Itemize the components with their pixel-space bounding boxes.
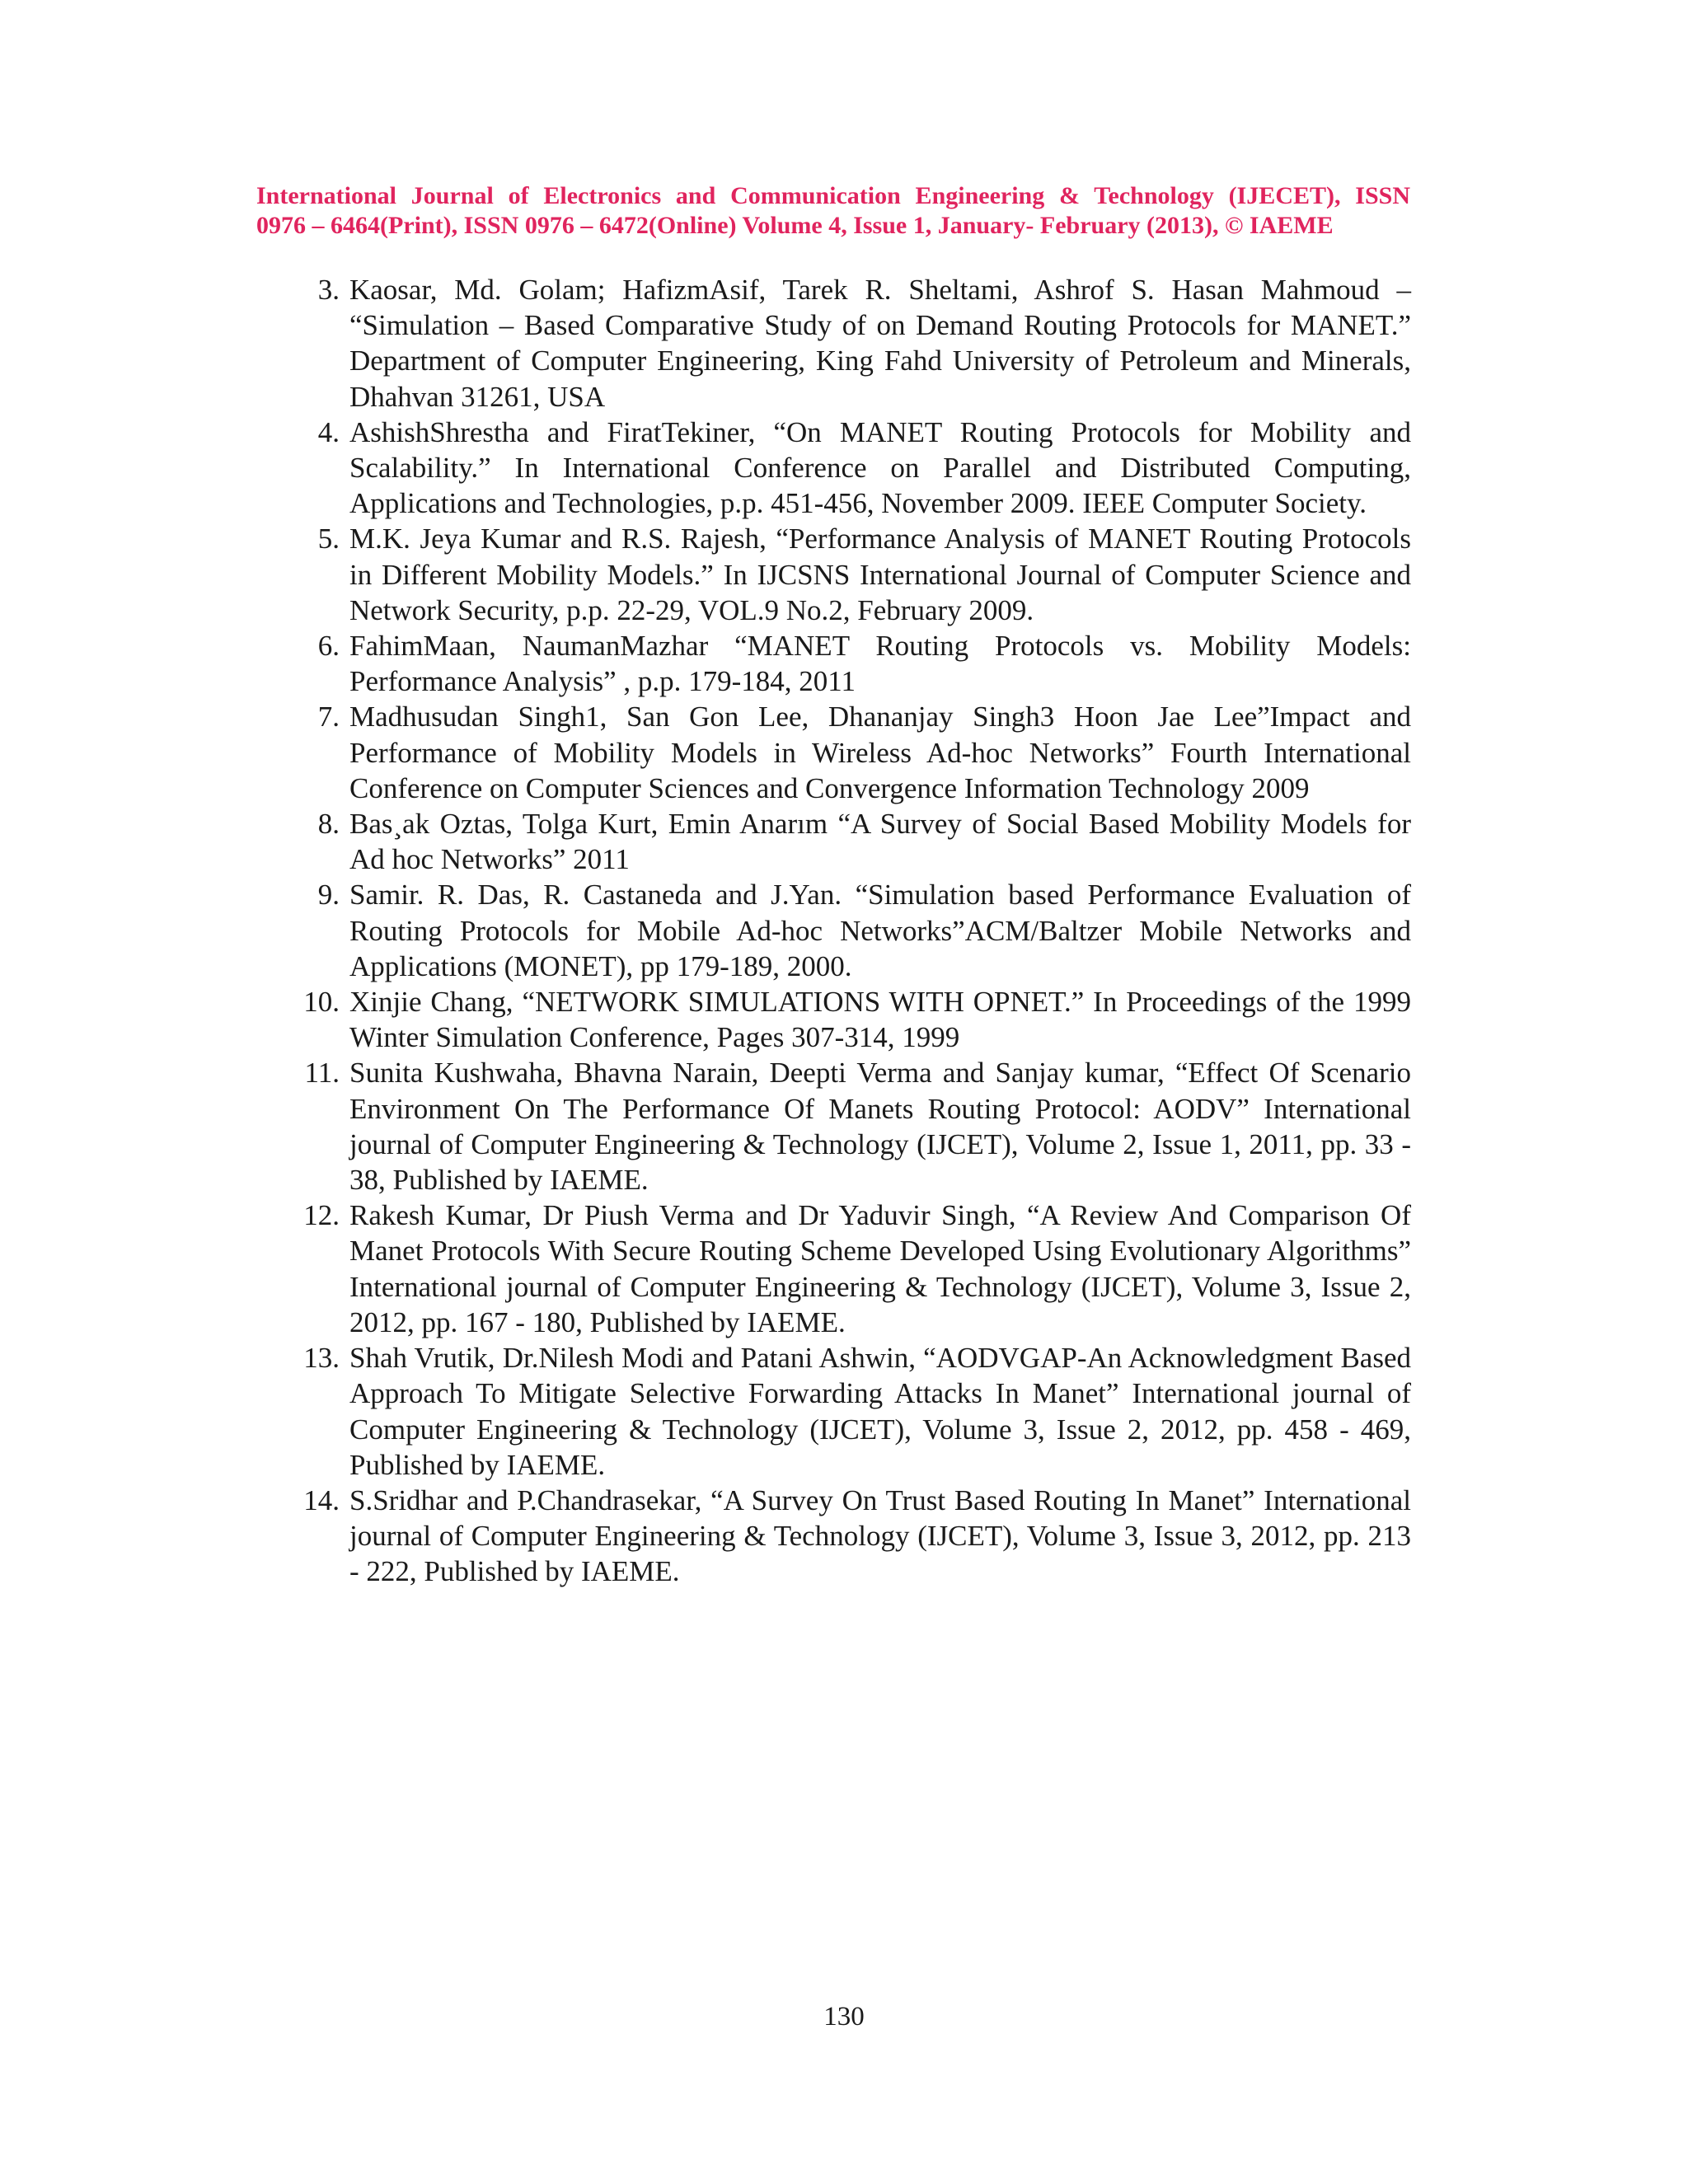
- reference-number: 11.: [304, 1057, 340, 1090]
- reference-item: [298, 1340, 1411, 1483]
- reference-item: [298, 628, 1411, 699]
- reference-item: [298, 272, 1411, 415]
- reference-text: Rakesh Kumar, Dr Piush Verma and Dr Yaduvir Singh, “A Review And Comparison Of Manet Protocols With Secure Routing Scheme Developed Using Evolutionary Algorithms” International journal of Computer Engineering & Technology (IJCET), Volume 3, Issue 2, 2012, pp. 167 - 180, Published by IAEME.: [349, 1199, 1411, 1338]
- reference-item: [298, 1483, 1411, 1590]
- reference-number: 3.: [317, 274, 340, 306]
- reference-item: [298, 984, 1411, 1055]
- reference-item: [298, 1055, 1411, 1197]
- reference-text: Xinjie Chang, “NETWORK SIMULATIONS WITH OPNET.” In Proceedings of the 1999 Winter Simulation Conference, Pages 307-314, 1999: [349, 986, 1411, 1054]
- reference-item: [298, 877, 1411, 984]
- reference-item: [298, 1197, 1411, 1340]
- reference-number: 14.: [303, 1483, 340, 1516]
- reference-text: Sunita Kushwaha, Bhavna Narain, Deepti Verma and Sanjay kumar, “Effect Of Scenario Environment On The Performance Of Manets Routing Protocol: AODV” International journal of Computer Engineering & Technology (IJCET), Volume 2, Issue 1, 2011, pp. 33 - 38, Published by IAEME.: [349, 1057, 1411, 1197]
- journal-header-line-1: International Journal of Electronics and Communication Engineering & Technology (IJECET), ISSN: [256, 182, 1410, 209]
- reference-number: 5.: [317, 523, 340, 555]
- reference-text: FahimMaan, NaumanMazhar “MANET Routing Protocols vs. Mobility Models: Performance Analysis” , p.p. 179-184, 2011: [349, 630, 1411, 698]
- reference-item: [298, 415, 1411, 522]
- reference-number: 7.: [317, 701, 340, 733]
- reference-text: Kaosar, Md. Golam; HafizmAsif, Tarek R. Sheltami, Ashrof S. Hasan Mahmoud – “Simulation – Based Comparative Study of on Demand Routing Protocols for MANET.” Department of Computer Engineering, King Fahd University of Petroleum and Minerals, Dhahvan 31261, USA: [349, 274, 1411, 413]
- reference-number: 13.: [303, 1342, 340, 1375]
- reference-item: [298, 521, 1411, 628]
- journal-header: [256, 181, 1410, 241]
- reference-number: 12.: [303, 1199, 340, 1232]
- reference-text: S.Sridhar and P.Chandrasekar, “A Survey On Trust Based Routing In Manet” International journal of Computer Engineering & Technology (IJCET), Volume 3, Issue 3, 2012, pp. 213 - 222, Published by IAEME.: [349, 1483, 1411, 1588]
- reference-text: Madhusudan Singh1, San Gon Lee, Dhananjay Singh3 Hoon Jae Lee”Impact and Performance of Mobility Models in Wireless Ad-hoc Networks” Fourth International Conference on Computer Sciences and Convergence Information Technology 2009: [349, 701, 1411, 804]
- reference-text: Samir. R. Das, R. Castaneda and J.Yan. “Simulation based Performance Evaluation of Routing Protocols for Mobile Ad-hoc Networks”ACM/Baltzer Mobile Networks and Applications (MONET), pp 179-189, 2000.: [349, 879, 1411, 982]
- reference-number: 9.: [317, 879, 340, 912]
- reference-list: [298, 272, 1411, 1590]
- journal-header-line-2: 0976 – 6464(Print), ISSN 0976 – 6472(Online) Volume 4, Issue 1, January- February (2013), © IAEME: [256, 212, 1334, 239]
- reference-text: M.K. Jeya Kumar and R.S. Rajesh, “Performance Analysis of MANET Routing Protocols in Different Mobility Models.” In IJCSNS International Journal of Computer Science and Network Security, p.p. 22-29, VOL.9 No.2, February 2009.: [349, 523, 1411, 626]
- reference-text: Shah Vrutik, Dr.Nilesh Modi and Patani Ashwin, “AODVGAP-An Acknowledgment Based Approach To Mitigate Selective Forwarding Attacks In Manet” International journal of Computer Engineering & Technology (IJCET), Volume 3, Issue 2, 2012, pp. 458 - 469, Published by IAEME.: [349, 1342, 1411, 1481]
- reference-number: 6.: [317, 630, 340, 663]
- reference-text: Bas¸ak Oztas, Tolga Kurt, Emin Anarım “A Survey of Social Based Mobility Models for Ad hoc Networks” 2011: [349, 808, 1411, 876]
- reference-item: [298, 806, 1411, 877]
- page-number: 130: [823, 2002, 865, 2032]
- reference-text: AshishShrestha and FiratTekiner, “On MANET Routing Protocols for Mobility and Scalability.” In International Conference on Parallel and Distributed Computing, Applications and Technologies, p.p. 451-456, November 2009. IEEE Computer Society.: [349, 415, 1411, 520]
- reference-item: [298, 699, 1411, 806]
- reference-number: 10.: [303, 986, 340, 1019]
- reference-number: 4.: [317, 415, 340, 448]
- reference-number: 8.: [317, 808, 340, 841]
